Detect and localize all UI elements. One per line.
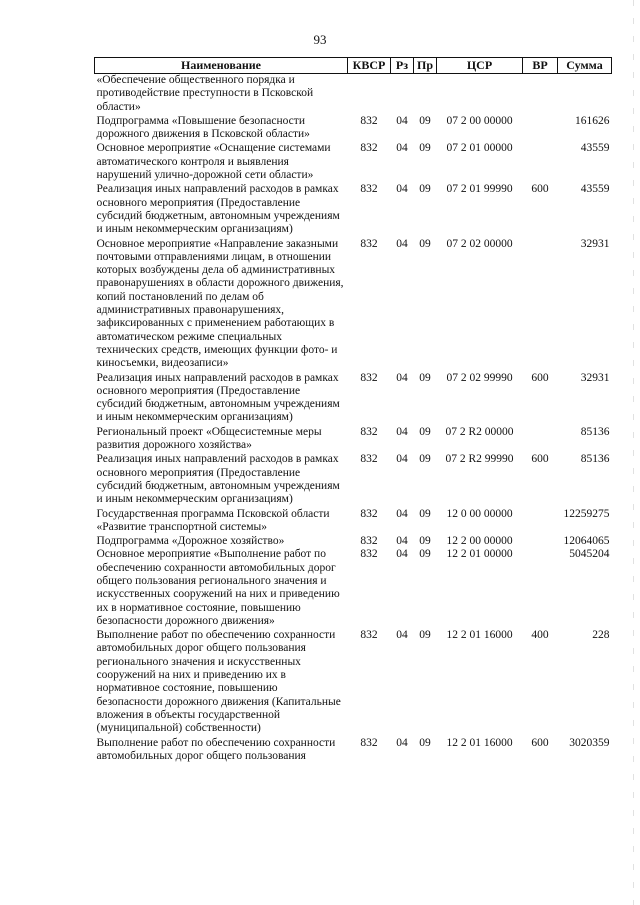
row-pr: 09 — [419, 425, 431, 438]
row-sum: 85136 — [580, 425, 610, 438]
row-sum: 12064065 — [563, 535, 610, 548]
table-row — [95, 114, 612, 142]
row-vr — [523, 534, 558, 548]
row-vr: 600 — [531, 736, 549, 749]
row-csr: 07 2 R2 99990 — [445, 453, 514, 466]
row-vr — [523, 141, 558, 182]
row-csr: 07 2 01 00000 — [446, 142, 513, 155]
row-sum — [558, 74, 612, 114]
table-row — [95, 534, 612, 548]
row-pr: 09 — [419, 535, 431, 548]
header-pr: Пр — [414, 58, 437, 74]
table-row — [95, 237, 612, 371]
page-number: 93 — [313, 32, 327, 47]
row-name: «Обеспечение общественного порядка и противодействие преступности в Псковской области» — [96, 74, 314, 113]
row-csr: 07 2 02 00000 — [446, 237, 513, 250]
row-kvsr: 832 — [360, 548, 378, 561]
header-name: Наименование — [95, 58, 348, 74]
table-header — [95, 58, 612, 74]
row-vr: 600 — [531, 183, 549, 196]
row-sum: 32931 — [580, 371, 610, 384]
row-vr — [523, 114, 558, 142]
table-body — [95, 74, 612, 764]
table-row — [95, 425, 612, 453]
row-kvsr: 832 — [360, 183, 378, 196]
row-rz: 04 — [396, 548, 408, 561]
row-vr — [523, 548, 558, 628]
row-csr: 07 2 01 99990 — [446, 183, 513, 196]
row-rz: 04 — [396, 183, 408, 196]
row-pr: 09 — [419, 507, 431, 520]
row-rz: 04 — [396, 142, 408, 155]
row-pr: 09 — [419, 183, 431, 196]
table-row — [95, 628, 612, 735]
row-name: Реализация иных направлений расходов в рамках основного мероприятия (Предоставление субсидий бюджетным, автономным учреждениям и иным некоммерческим организациям) — [96, 371, 340, 424]
row-pr: 09 — [419, 114, 431, 127]
header-vr: ВР — [523, 58, 558, 74]
row-pr: 09 — [419, 371, 431, 384]
row-csr: 12 0 00 00000 — [446, 507, 513, 520]
row-sum: 43559 — [580, 142, 610, 155]
row-kvsr: 832 — [360, 142, 378, 155]
row-csr — [437, 74, 523, 114]
row-rz: 04 — [396, 425, 408, 438]
row-rz: 04 — [396, 629, 408, 642]
row-vr — [523, 74, 558, 114]
row-rz: 04 — [396, 736, 408, 749]
row-kvsr: 832 — [360, 371, 378, 384]
row-pr: 09 — [419, 629, 431, 642]
row-sum: 43559 — [580, 183, 610, 196]
row-sum: 161626 — [575, 114, 610, 127]
row-csr: 07 2 02 99990 — [446, 371, 513, 384]
row-sum: 32931 — [580, 237, 610, 250]
row-pr: 09 — [419, 548, 431, 561]
row-sum: 12259275 — [563, 507, 610, 520]
table-row — [95, 736, 612, 764]
row-csr: 07 2 R2 00000 — [445, 425, 514, 438]
row-csr: 12 2 01 16000 — [446, 629, 513, 642]
table-row — [95, 141, 612, 182]
row-rz: 04 — [396, 535, 408, 548]
row-kvsr: 832 — [360, 114, 378, 127]
row-name: Выполнение работ по обеспечению сохранности автомобильных дорог общего пользования регионального значения и искусственных сооружений на них и приведению их в нормативное состояние, повышению безопасности дорожного движения (Капитальные вложения в объекты государственной (муниципальной) собственности) — [96, 629, 341, 735]
table-row — [95, 452, 612, 506]
header-row — [95, 58, 612, 74]
row-vr — [523, 237, 558, 371]
row-sum: 3020359 — [569, 736, 610, 749]
row-csr: 12 2 01 16000 — [446, 736, 513, 749]
row-name: Основное мероприятие «Выполнение работ по обеспечению сохранности автомобильных дорог общего пользования регионального значения и искусственных сооружений на них и приведению их в нормативное состояние, повышению безопасности дорожного движения» — [96, 548, 340, 627]
row-vr — [523, 507, 558, 535]
row-name: Региональный проект «Общесистемные меры развития дорожного хозяйства» — [96, 425, 322, 452]
row-name: Основное мероприятие «Направление заказными почтовыми отправлениями лицам, в отношении которых возбуждены дела об административных правонарушениях в области дорожного движения, копий постановлений по делам об административных правонарушениях, зафиксированных с применением работающих в автоматическом режиме специальных технических средств, имеющих функции фото- и киносъемки, видеозаписи» — [96, 237, 344, 370]
row-kvsr — [348, 74, 391, 114]
row-rz: 04 — [396, 507, 408, 520]
row-vr: 400 — [531, 629, 549, 642]
table-row — [95, 507, 612, 535]
row-kvsr: 832 — [360, 629, 378, 642]
row-pr: 09 — [419, 453, 431, 466]
table-row — [95, 74, 612, 114]
budget-table — [94, 57, 612, 763]
row-rz: 04 — [396, 114, 408, 127]
row-pr: 09 — [419, 237, 431, 250]
row-csr: 12 2 01 00000 — [446, 548, 513, 561]
table-row — [95, 548, 612, 628]
table-row — [95, 182, 612, 236]
row-name: Реализация иных направлений расходов в рамках основного мероприятия (Предоставление субсидий бюджетным, автономным учреждениям и иным некоммерческим организациям) — [96, 183, 340, 236]
row-vr: 600 — [531, 371, 549, 384]
row-pr: 09 — [419, 736, 431, 749]
row-sum: 5045204 — [569, 548, 610, 561]
header-kvsr: КВСР — [348, 58, 391, 74]
row-csr: 07 2 00 00000 — [446, 114, 513, 127]
row-rz: 04 — [396, 237, 408, 250]
row-name: Подпрограмма «Повышение безопасности дорожного движения в Псковской области» — [96, 114, 310, 141]
row-kvsr: 832 — [360, 237, 378, 250]
row-sum: 85136 — [580, 453, 610, 466]
header-csr: ЦСР — [437, 58, 523, 74]
row-name: Выполнение работ по обеспечению сохранности автомобильных дорог общего пользования — [96, 736, 336, 762]
row-kvsr: 832 — [360, 535, 378, 548]
row-name: Государственная программа Псковской области «Развитие транспортной системы» — [96, 507, 330, 533]
row-vr — [523, 425, 558, 453]
header-sum: Сумма — [558, 58, 612, 74]
row-sum: 228 — [592, 629, 610, 642]
row-name: Реализация иных направлений расходов в рамках основного мероприятия (Предоставление субсидий бюджетным, автономным учреждениям и иным некоммерческим организациям) — [96, 453, 340, 506]
row-kvsr: 832 — [360, 453, 378, 466]
row-rz: 04 — [396, 371, 408, 384]
row-kvsr: 832 — [360, 507, 378, 520]
scan-edge-artifact — [633, 0, 634, 905]
row-rz: 04 — [396, 453, 408, 466]
row-kvsr: 832 — [360, 736, 378, 749]
row-name: Подпрограмма «Дорожное хозяйство» — [96, 535, 285, 548]
row-pr — [414, 74, 437, 114]
row-name: Основное мероприятие «Оснащение системами автоматического контроля и выявления нарушений улично-дорожной сети области» — [96, 142, 331, 182]
row-vr: 600 — [531, 453, 549, 466]
row-pr: 09 — [419, 142, 431, 155]
header-rz: Рз — [391, 58, 414, 74]
table-row — [95, 371, 612, 425]
row-csr: 12 2 00 00000 — [446, 535, 513, 548]
row-rz — [391, 74, 414, 114]
row-kvsr: 832 — [360, 425, 378, 438]
